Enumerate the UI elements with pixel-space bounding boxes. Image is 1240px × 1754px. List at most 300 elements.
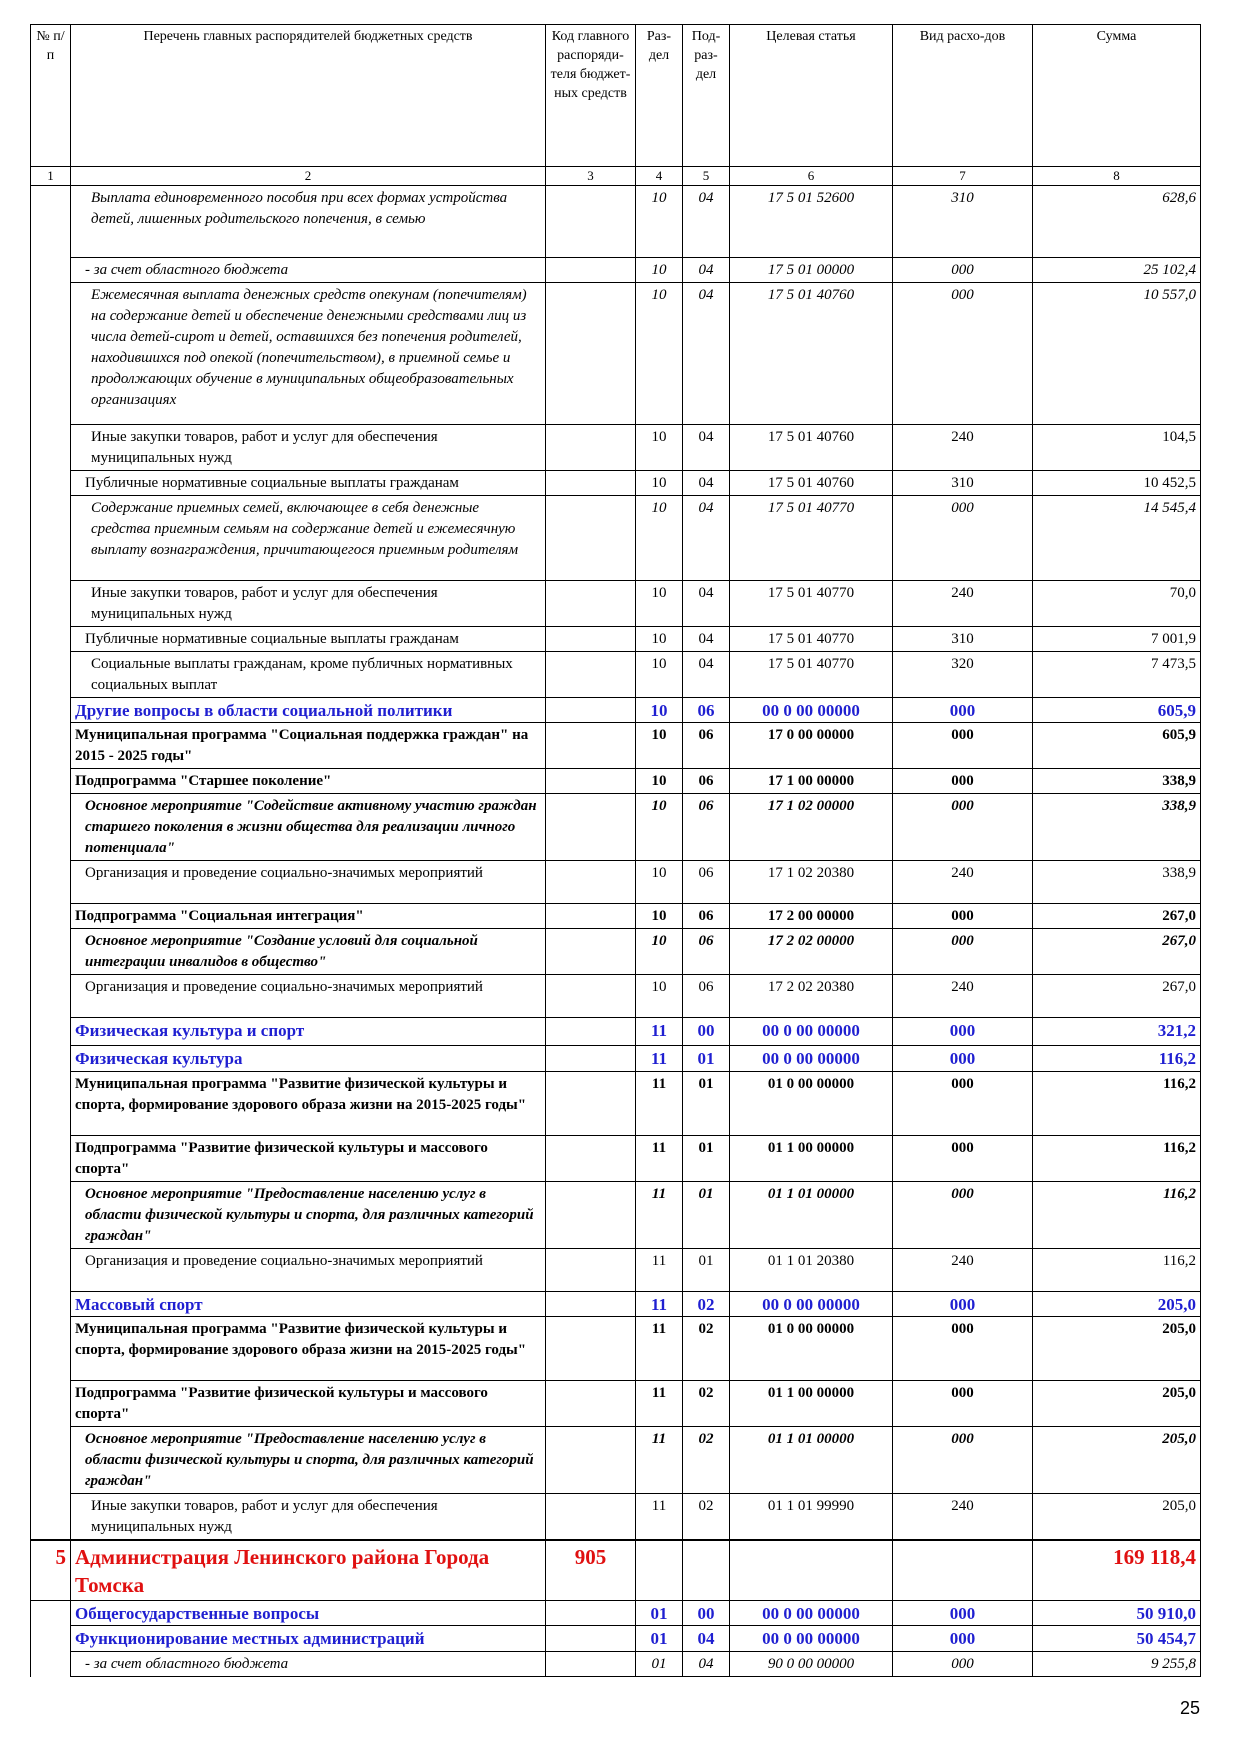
row-article: 17 5 01 40760 bbox=[730, 471, 893, 496]
row-code bbox=[546, 1381, 636, 1427]
row-number bbox=[31, 698, 71, 723]
row-article: 17 1 02 20380 bbox=[730, 861, 893, 904]
row-vid: 000 bbox=[893, 1046, 1033, 1072]
row-sum: 338,9 bbox=[1033, 769, 1201, 794]
row-code bbox=[546, 904, 636, 929]
column-numbers-row bbox=[31, 167, 1201, 186]
table-row bbox=[31, 1292, 1201, 1317]
row-sum: 104,5 bbox=[1033, 425, 1201, 471]
row-vid: 000 bbox=[893, 1427, 1033, 1494]
table-row bbox=[31, 1494, 1201, 1541]
row-vid: 000 bbox=[893, 1652, 1033, 1677]
row-number bbox=[31, 425, 71, 471]
table-row bbox=[31, 1182, 1201, 1249]
row-razdel: 10 bbox=[636, 186, 683, 258]
row-number bbox=[31, 627, 71, 652]
row-code bbox=[546, 1136, 636, 1182]
row-article: 17 5 01 40770 bbox=[730, 627, 893, 652]
table-row bbox=[31, 929, 1201, 975]
row-number bbox=[31, 1494, 71, 1541]
row-sum: 267,0 bbox=[1033, 975, 1201, 1018]
row-article: 00 0 00 00000 bbox=[730, 1626, 893, 1652]
row-code bbox=[546, 929, 636, 975]
row-vid: 000 bbox=[893, 1601, 1033, 1626]
row-razdel: 10 bbox=[636, 861, 683, 904]
row-number bbox=[31, 471, 71, 496]
row-article: 01 1 00 00000 bbox=[730, 1381, 893, 1427]
row-razdel: 10 bbox=[636, 283, 683, 425]
row-number bbox=[31, 1072, 71, 1136]
row-name: Подпрограмма "Развитие физической культуры и массового спорта" bbox=[71, 1381, 546, 1427]
row-sum: 116,2 bbox=[1033, 1182, 1201, 1249]
row-sum: 7 473,5 bbox=[1033, 652, 1201, 698]
row-name: Подпрограмма "Развитие физической культуры и массового спорта" bbox=[71, 1136, 546, 1182]
row-podrazdel: 04 bbox=[683, 652, 730, 698]
row-article: 90 0 00 00000 bbox=[730, 1652, 893, 1677]
row-razdel: 11 bbox=[636, 1249, 683, 1292]
table-row bbox=[31, 283, 1201, 425]
row-razdel: 10 bbox=[636, 723, 683, 769]
table-row bbox=[31, 1427, 1201, 1494]
row-podrazdel: 01 bbox=[683, 1182, 730, 1249]
row-number bbox=[31, 1046, 71, 1072]
row-code bbox=[546, 723, 636, 769]
row-name: Другие вопросы в области социальной политики bbox=[71, 698, 546, 723]
row-code bbox=[546, 1249, 636, 1292]
row-podrazdel: 02 bbox=[683, 1317, 730, 1381]
row-number bbox=[31, 1136, 71, 1182]
row-name: Администрация Ленинского района Города Томска bbox=[71, 1540, 546, 1601]
row-number bbox=[31, 723, 71, 769]
col-number: 1 bbox=[31, 167, 71, 186]
row-number bbox=[31, 1018, 71, 1046]
row-article: 01 1 01 00000 bbox=[730, 1182, 893, 1249]
col-number: 7 bbox=[893, 167, 1033, 186]
row-razdel: 11 bbox=[636, 1182, 683, 1249]
row-sum: 205,0 bbox=[1033, 1381, 1201, 1427]
row-code bbox=[546, 627, 636, 652]
row-podrazdel: 01 bbox=[683, 1046, 730, 1072]
row-article: 17 2 02 00000 bbox=[730, 929, 893, 975]
row-number bbox=[31, 861, 71, 904]
row-name: Ежемесячная выплата денежных средств опекунам (попечителям) на содержание детей и обеспечение денежными средствами лиц из числа детей-сирот и детей, оставшихся без попечения родителей, находившихся под опекой (попечительством), в приемной семье и продолжающих обучение в муниципальных общеобразовательных организациях bbox=[71, 283, 546, 425]
row-article: 17 5 01 52600 bbox=[730, 186, 893, 258]
header-podrazdel: Под-раз-дел bbox=[683, 25, 730, 167]
row-name: Иные закупки товаров, работ и услуг для обеспечения муниципальных нужд bbox=[71, 425, 546, 471]
table-row bbox=[31, 1652, 1201, 1677]
row-sum: 205,0 bbox=[1033, 1317, 1201, 1381]
row-vid bbox=[893, 1540, 1033, 1601]
table-row bbox=[31, 1249, 1201, 1292]
row-name: Основное мероприятие "Предоставление населению услуг в области физической культуры и спорта, для различных категорий граждан" bbox=[71, 1427, 546, 1494]
row-razdel: 10 bbox=[636, 929, 683, 975]
row-article: 17 5 01 40770 bbox=[730, 496, 893, 581]
row-razdel: 11 bbox=[636, 1427, 683, 1494]
row-podrazdel: 04 bbox=[683, 471, 730, 496]
row-razdel: 01 bbox=[636, 1652, 683, 1677]
row-number bbox=[31, 1249, 71, 1292]
row-code bbox=[546, 1317, 636, 1381]
row-article: 17 5 01 40760 bbox=[730, 425, 893, 471]
row-sum: 205,0 bbox=[1033, 1427, 1201, 1494]
row-name: Публичные нормативные социальные выплаты гражданам bbox=[71, 627, 546, 652]
row-article: 01 1 01 99990 bbox=[730, 1494, 893, 1541]
row-code: 905 bbox=[546, 1540, 636, 1601]
header-sum: Сумма bbox=[1033, 25, 1201, 167]
row-name: Организация и проведение социально-значимых мероприятий bbox=[71, 975, 546, 1018]
row-number bbox=[31, 769, 71, 794]
row-razdel: 10 bbox=[636, 425, 683, 471]
row-podrazdel: 04 bbox=[683, 496, 730, 581]
row-podrazdel: 02 bbox=[683, 1427, 730, 1494]
row-name: Массовый спорт bbox=[71, 1292, 546, 1317]
row-name: Иные закупки товаров, работ и услуг для обеспечения муниципальных нужд bbox=[71, 581, 546, 627]
row-razdel: 11 bbox=[636, 1136, 683, 1182]
row-number bbox=[31, 258, 71, 283]
row-article: 01 0 00 00000 bbox=[730, 1317, 893, 1381]
row-code bbox=[546, 471, 636, 496]
row-sum: 116,2 bbox=[1033, 1072, 1201, 1136]
row-article: 17 1 02 00000 bbox=[730, 794, 893, 861]
row-code bbox=[546, 975, 636, 1018]
row-code bbox=[546, 186, 636, 258]
row-code bbox=[546, 1292, 636, 1317]
row-vid: 000 bbox=[893, 496, 1033, 581]
row-article: 00 0 00 00000 bbox=[730, 1018, 893, 1046]
table-row bbox=[31, 1136, 1201, 1182]
row-vid: 000 bbox=[893, 1381, 1033, 1427]
row-podrazdel: 01 bbox=[683, 1249, 730, 1292]
row-podrazdel: 02 bbox=[683, 1381, 730, 1427]
row-name: Организация и проведение социально-значимых мероприятий bbox=[71, 861, 546, 904]
row-number bbox=[31, 1427, 71, 1494]
row-name: Муниципальная программа "Развитие физической культуры и спорта, формирование здорового образа жизни на 2015-2025 годы" bbox=[71, 1317, 546, 1381]
row-vid: 240 bbox=[893, 975, 1033, 1018]
table-row bbox=[31, 1046, 1201, 1072]
row-number bbox=[31, 283, 71, 425]
row-vid: 000 bbox=[893, 258, 1033, 283]
row-podrazdel: 04 bbox=[683, 581, 730, 627]
row-code bbox=[546, 1652, 636, 1677]
table-row bbox=[31, 258, 1201, 283]
row-vid: 240 bbox=[893, 425, 1033, 471]
row-podrazdel: 06 bbox=[683, 904, 730, 929]
row-number: 5 bbox=[31, 1540, 71, 1601]
row-sum: 10 452,5 bbox=[1033, 471, 1201, 496]
row-podrazdel: 06 bbox=[683, 794, 730, 861]
row-article: 01 1 00 00000 bbox=[730, 1136, 893, 1182]
row-vid: 240 bbox=[893, 1494, 1033, 1541]
table-row bbox=[31, 769, 1201, 794]
table-row bbox=[31, 1317, 1201, 1381]
row-article: 17 5 01 40770 bbox=[730, 581, 893, 627]
budget-table bbox=[30, 24, 1201, 1677]
row-sum: 338,9 bbox=[1033, 861, 1201, 904]
row-sum: 116,2 bbox=[1033, 1046, 1201, 1072]
col-number: 3 bbox=[546, 167, 636, 186]
row-number bbox=[31, 1652, 71, 1677]
row-name: Иные закупки товаров, работ и услуг для обеспечения муниципальных нужд bbox=[71, 1494, 546, 1541]
row-name: Публичные нормативные социальные выплаты гражданам bbox=[71, 471, 546, 496]
row-code bbox=[546, 769, 636, 794]
row-podrazdel: 04 bbox=[683, 1652, 730, 1677]
header-row bbox=[31, 25, 1201, 167]
table-row bbox=[31, 1540, 1201, 1601]
row-name: - за счет областного бюджета bbox=[71, 258, 546, 283]
table-row bbox=[31, 1072, 1201, 1136]
row-razdel: 10 bbox=[636, 581, 683, 627]
row-podrazdel: 06 bbox=[683, 723, 730, 769]
row-razdel: 10 bbox=[636, 652, 683, 698]
row-article: 01 0 00 00000 bbox=[730, 1072, 893, 1136]
row-article: 00 0 00 00000 bbox=[730, 1601, 893, 1626]
table-row bbox=[31, 1626, 1201, 1652]
row-podrazdel: 02 bbox=[683, 1292, 730, 1317]
row-name: Организация и проведение социально-значимых мероприятий bbox=[71, 1249, 546, 1292]
row-sum: 338,9 bbox=[1033, 794, 1201, 861]
row-vid: 000 bbox=[893, 904, 1033, 929]
row-code bbox=[546, 1601, 636, 1626]
row-sum: 7 001,9 bbox=[1033, 627, 1201, 652]
row-article: 17 1 00 00000 bbox=[730, 769, 893, 794]
row-sum: 116,2 bbox=[1033, 1249, 1201, 1292]
header-article: Целевая статья bbox=[730, 25, 893, 167]
row-razdel: 10 bbox=[636, 975, 683, 1018]
row-name: Функционирование местных администраций bbox=[71, 1626, 546, 1652]
row-article: 00 0 00 00000 bbox=[730, 1292, 893, 1317]
row-razdel bbox=[636, 1540, 683, 1601]
row-vid: 320 bbox=[893, 652, 1033, 698]
row-razdel: 01 bbox=[636, 1626, 683, 1652]
row-vid: 000 bbox=[893, 794, 1033, 861]
row-razdel: 10 bbox=[636, 496, 683, 581]
row-razdel: 11 bbox=[636, 1494, 683, 1541]
row-sum: 605,9 bbox=[1033, 723, 1201, 769]
row-sum: 205,0 bbox=[1033, 1494, 1201, 1541]
row-podrazdel bbox=[683, 1540, 730, 1601]
row-sum: 25 102,4 bbox=[1033, 258, 1201, 283]
row-vid: 000 bbox=[893, 1136, 1033, 1182]
row-name: Выплата единовременного пособия при всех формах устройства детей, лишенных родительского попечения, в семью bbox=[71, 186, 546, 258]
row-vid: 000 bbox=[893, 769, 1033, 794]
row-name: Социальные выплаты гражданам, кроме публичных нормативных социальных выплат bbox=[71, 652, 546, 698]
row-vid: 000 bbox=[893, 929, 1033, 975]
row-sum: 116,2 bbox=[1033, 1136, 1201, 1182]
row-number bbox=[31, 929, 71, 975]
row-article: 17 5 01 00000 bbox=[730, 258, 893, 283]
row-code bbox=[546, 283, 636, 425]
row-podrazdel: 04 bbox=[683, 186, 730, 258]
row-article: 17 2 02 20380 bbox=[730, 975, 893, 1018]
col-number: 4 bbox=[636, 167, 683, 186]
row-razdel: 01 bbox=[636, 1601, 683, 1626]
row-number bbox=[31, 186, 71, 258]
row-razdel: 10 bbox=[636, 904, 683, 929]
row-sum: 628,6 bbox=[1033, 186, 1201, 258]
row-name: Физическая культура и спорт bbox=[71, 1018, 546, 1046]
row-razdel: 11 bbox=[636, 1292, 683, 1317]
row-sum: 267,0 bbox=[1033, 929, 1201, 975]
row-number bbox=[31, 1381, 71, 1427]
row-podrazdel: 06 bbox=[683, 975, 730, 1018]
row-code bbox=[546, 1494, 636, 1541]
row-podrazdel: 06 bbox=[683, 769, 730, 794]
row-code bbox=[546, 258, 636, 283]
row-number bbox=[31, 975, 71, 1018]
row-sum: 267,0 bbox=[1033, 904, 1201, 929]
row-number bbox=[31, 904, 71, 929]
row-code bbox=[546, 794, 636, 861]
row-number bbox=[31, 1292, 71, 1317]
header-razdel: Раз-дел bbox=[636, 25, 683, 167]
row-sum: 14 545,4 bbox=[1033, 496, 1201, 581]
row-vid: 240 bbox=[893, 861, 1033, 904]
col-number: 6 bbox=[730, 167, 893, 186]
row-code bbox=[546, 581, 636, 627]
row-code bbox=[546, 1182, 636, 1249]
row-vid: 000 bbox=[893, 1292, 1033, 1317]
row-sum: 321,2 bbox=[1033, 1018, 1201, 1046]
row-razdel: 10 bbox=[636, 794, 683, 861]
row-razdel: 10 bbox=[636, 769, 683, 794]
row-name: Подпрограмма "Социальная интеграция" bbox=[71, 904, 546, 929]
row-sum: 70,0 bbox=[1033, 581, 1201, 627]
row-razdel: 11 bbox=[636, 1072, 683, 1136]
row-name: Общегосударственные вопросы bbox=[71, 1601, 546, 1626]
row-sum: 50 910,0 bbox=[1033, 1601, 1201, 1626]
table-row bbox=[31, 975, 1201, 1018]
row-sum: 9 255,8 bbox=[1033, 1652, 1201, 1677]
table-row bbox=[31, 425, 1201, 471]
row-podrazdel: 06 bbox=[683, 698, 730, 723]
row-vid: 310 bbox=[893, 471, 1033, 496]
row-vid: 310 bbox=[893, 627, 1033, 652]
col-number: 5 bbox=[683, 167, 730, 186]
row-podrazdel: 04 bbox=[683, 425, 730, 471]
row-article: 17 5 01 40760 bbox=[730, 283, 893, 425]
row-vid: 000 bbox=[893, 1018, 1033, 1046]
row-podrazdel: 00 bbox=[683, 1601, 730, 1626]
row-article: 00 0 00 00000 bbox=[730, 698, 893, 723]
row-article bbox=[730, 1540, 893, 1601]
row-vid: 000 bbox=[893, 723, 1033, 769]
table-row bbox=[31, 471, 1201, 496]
row-article: 00 0 00 00000 bbox=[730, 1046, 893, 1072]
table-row bbox=[31, 652, 1201, 698]
row-vid: 240 bbox=[893, 581, 1033, 627]
row-podrazdel: 06 bbox=[683, 929, 730, 975]
table-row bbox=[31, 186, 1201, 258]
row-vid: 000 bbox=[893, 1072, 1033, 1136]
row-sum: 205,0 bbox=[1033, 1292, 1201, 1317]
row-number bbox=[31, 496, 71, 581]
row-code bbox=[546, 1072, 636, 1136]
row-article: 17 0 00 00000 bbox=[730, 723, 893, 769]
row-name: Подпрограмма "Старшее поколение" bbox=[71, 769, 546, 794]
table-row bbox=[31, 861, 1201, 904]
table-row bbox=[31, 496, 1201, 581]
table-row bbox=[31, 1381, 1201, 1427]
row-podrazdel: 04 bbox=[683, 627, 730, 652]
row-code bbox=[546, 1018, 636, 1046]
row-vid: 240 bbox=[893, 1249, 1033, 1292]
row-article: 01 1 01 20380 bbox=[730, 1249, 893, 1292]
row-podrazdel: 04 bbox=[683, 283, 730, 425]
row-razdel: 10 bbox=[636, 698, 683, 723]
row-name: Содержание приемных семей, включающее в себя денежные средства приемным семьям на содержание детей и ежемесячную выплату вознаграждения, причитающегося приемным родителям bbox=[71, 496, 546, 581]
row-razdel: 10 bbox=[636, 627, 683, 652]
row-podrazdel: 06 bbox=[683, 861, 730, 904]
row-sum: 10 557,0 bbox=[1033, 283, 1201, 425]
row-sum: 605,9 bbox=[1033, 698, 1201, 723]
row-vid: 000 bbox=[893, 1626, 1033, 1652]
page-number: 25 bbox=[1180, 1698, 1201, 1718]
row-code bbox=[546, 496, 636, 581]
row-article: 17 5 01 40770 bbox=[730, 652, 893, 698]
row-vid: 000 bbox=[893, 698, 1033, 723]
row-podrazdel: 02 bbox=[683, 1494, 730, 1541]
header-vid: Вид расхо-дов bbox=[893, 25, 1033, 167]
row-code bbox=[546, 1427, 636, 1494]
row-podrazdel: 04 bbox=[683, 1626, 730, 1652]
row-code bbox=[546, 1046, 636, 1072]
row-razdel: 11 bbox=[636, 1018, 683, 1046]
table-row bbox=[31, 698, 1201, 723]
col-number: 8 bbox=[1033, 167, 1201, 186]
table-row bbox=[31, 1601, 1201, 1626]
row-razdel: 11 bbox=[636, 1046, 683, 1072]
header-num: № п/п bbox=[31, 25, 71, 167]
row-number bbox=[31, 1601, 71, 1626]
row-article: 01 1 01 00000 bbox=[730, 1427, 893, 1494]
row-name: Основное мероприятие "Создание условий для социальной интеграции инвалидов в общество" bbox=[71, 929, 546, 975]
row-sum: 50 454,7 bbox=[1033, 1626, 1201, 1652]
row-vid: 310 bbox=[893, 186, 1033, 258]
table-row bbox=[31, 794, 1201, 861]
row-article: 17 2 00 00000 bbox=[730, 904, 893, 929]
row-name: Муниципальная программа "Социальная поддержка граждан" на 2015 - 2025 годы" bbox=[71, 723, 546, 769]
row-name: Муниципальная программа "Развитие физической культуры и спорта, формирование здорового образа жизни на 2015-2025 годы" bbox=[71, 1072, 546, 1136]
row-number bbox=[31, 1182, 71, 1249]
row-razdel: 11 bbox=[636, 1317, 683, 1381]
row-number bbox=[31, 652, 71, 698]
row-vid: 000 bbox=[893, 283, 1033, 425]
header-code: Код главного распоряди-теля бюджет-ных средств bbox=[546, 25, 636, 167]
table-row bbox=[31, 723, 1201, 769]
row-code bbox=[546, 698, 636, 723]
row-razdel: 10 bbox=[636, 471, 683, 496]
row-number bbox=[31, 581, 71, 627]
row-number bbox=[31, 1317, 71, 1381]
table-row bbox=[31, 627, 1201, 652]
col-number: 2 bbox=[71, 167, 546, 186]
table-row bbox=[31, 904, 1201, 929]
row-vid: 000 bbox=[893, 1317, 1033, 1381]
row-razdel: 11 bbox=[636, 1381, 683, 1427]
row-podrazdel: 00 bbox=[683, 1018, 730, 1046]
row-name: Физическая культура bbox=[71, 1046, 546, 1072]
row-podrazdel: 01 bbox=[683, 1136, 730, 1182]
row-number bbox=[31, 1626, 71, 1652]
row-code bbox=[546, 1626, 636, 1652]
row-podrazdel: 04 bbox=[683, 258, 730, 283]
row-code bbox=[546, 861, 636, 904]
row-name: Основное мероприятие "Предоставление населению услуг в области физической культуры и спорта, для различных категорий граждан" bbox=[71, 1182, 546, 1249]
row-podrazdel: 01 bbox=[683, 1072, 730, 1136]
row-name: Основное мероприятие "Содействие активному участию граждан старшего поколения в жизни общества для реализации личного потенциала" bbox=[71, 794, 546, 861]
row-razdel: 10 bbox=[636, 258, 683, 283]
row-sum: 169 118,4 bbox=[1033, 1540, 1201, 1601]
